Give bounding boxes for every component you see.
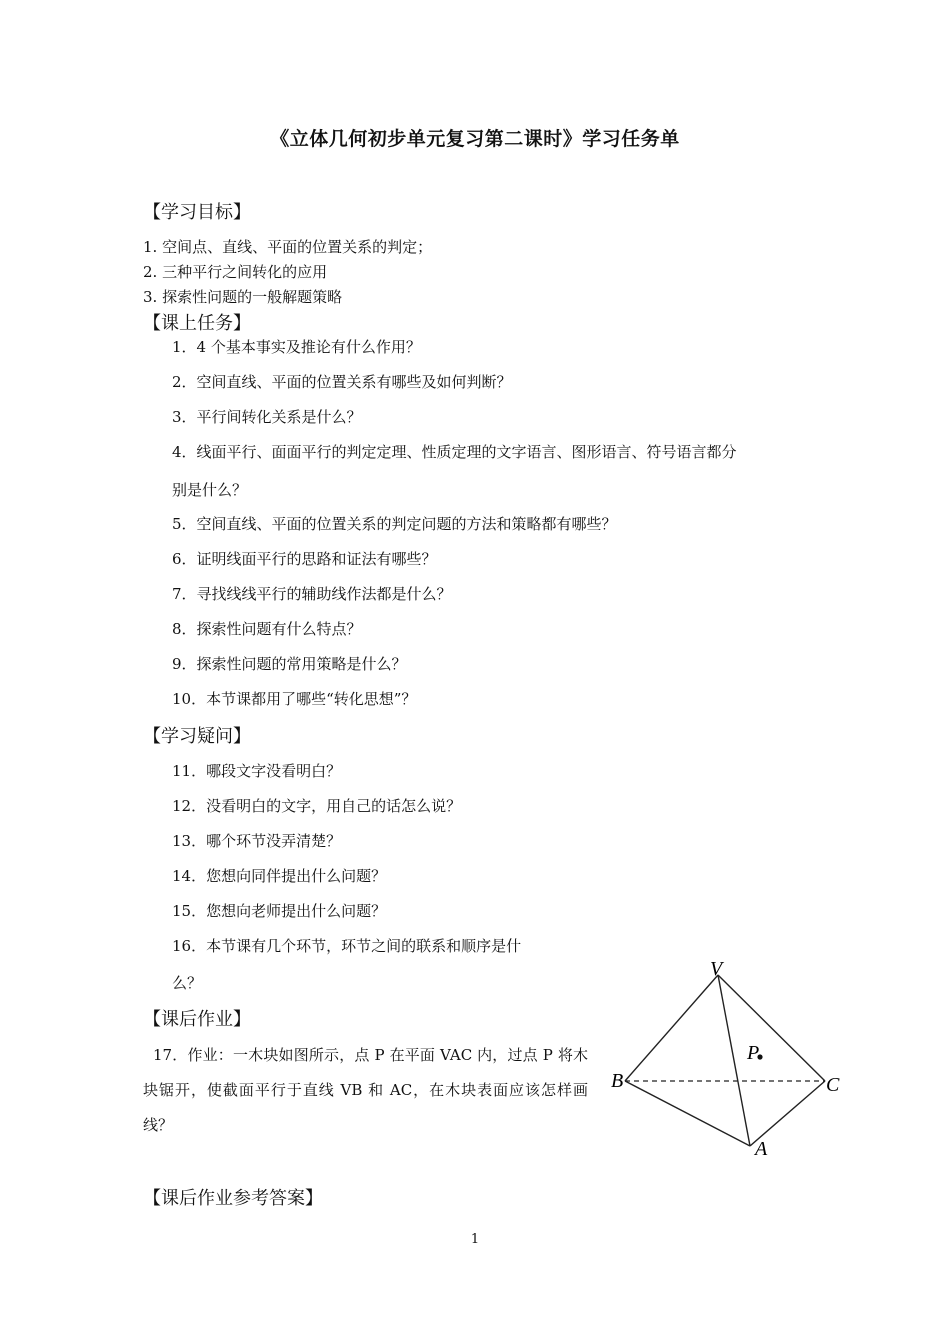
edge-vb [625,975,718,1081]
task-item: 4．线面平行、面面平行的判定定理、性质定理的文字语言、图形语言、符号语言都分 [172,443,737,461]
task-item: 7．寻找线线平行的辅助线作法都是什么？ [172,585,452,603]
goal-item: 3. 探索性问题的一般解题策略 [143,288,343,306]
tetrahedron-figure [600,955,850,1165]
page-number: 1 [470,1232,480,1247]
section-heading-tasks: 【课上任务】 [143,313,251,334]
label-v: V [710,958,723,980]
question-item: 14．您想向同伴提出什么问题？ [172,867,387,885]
task-item: 10．本节课都用了哪些“转化思想”？ [172,690,417,708]
page-title: 《立体几何初步单元复习第二课时》学习任务单 [270,128,680,150]
edge-va [718,975,750,1146]
homework-text: 17．作业：一木块如图所示，点 P 在平面 VAC 内，过点 P 将木块锯开，使截面平行于直线 VB 和 AC，在木块表面应该怎样画线？ [143,1046,588,1134]
question-item: 13．哪个环节没弄清楚？ [172,832,342,850]
task-item-continued: 别是什么？ [172,481,248,499]
edge-ca [750,1081,825,1146]
section-heading-goals: 【学习目标】 [143,202,251,223]
edge-vc [718,975,825,1081]
task-item: 2．空间直线、平面的位置关系有哪些及如何判断？ [172,373,512,391]
question-item: 12．没看明白的文字，用自己的话怎么说？ [172,797,462,815]
question-item-continued: 么？ [172,974,203,992]
task-item: 5．空间直线、平面的位置关系的判定问题的方法和策略都有哪些？ [172,515,617,533]
task-item: 1．4 个基本事实及推论有什么作用？ [172,338,421,356]
question-item: 15．您想向老师提出什么问题？ [172,902,387,920]
edge-ba [625,1081,750,1146]
label-a: A [755,1138,768,1160]
label-b: B [611,1070,624,1092]
task-item: 8．探索性问题有什么特点？ [172,620,362,638]
question-item: 11．哪段文字没看明白？ [172,762,342,780]
goal-item: 2. 三种平行之间转化的应用 [143,263,328,281]
label-c: C [826,1074,840,1096]
task-item: 3．平行间转化关系是什么？ [172,408,362,426]
section-heading-answers: 【课后作业参考答案】 [143,1188,323,1209]
task-item: 6．证明线面平行的思路和证法有哪些？ [172,550,437,568]
question-item: 16．本节课有几个环节，环节之间的联系和顺序是什 [172,937,522,955]
section-heading-homework: 【课后作业】 [143,1009,251,1030]
section-heading-questions: 【学习疑问】 [143,726,251,747]
label-p: P [747,1042,760,1064]
task-item: 9．探索性问题的常用策略是什么？ [172,655,407,673]
goal-item: 1. 空间点、直线、平面的位置关系的判定； [143,238,433,256]
